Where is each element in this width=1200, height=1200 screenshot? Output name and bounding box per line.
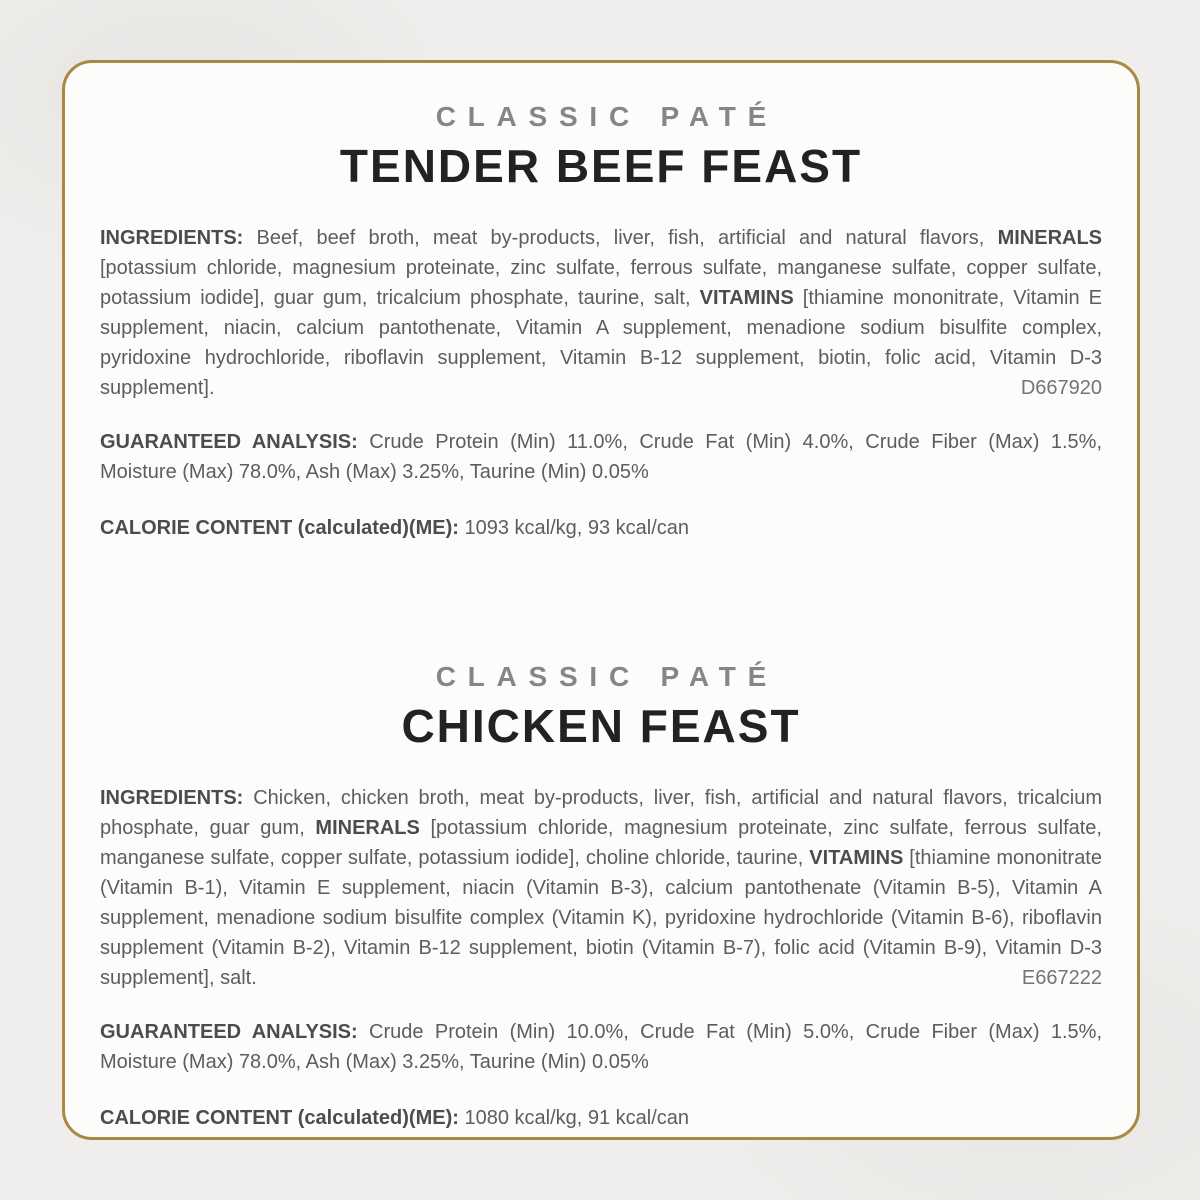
section-chicken-feast xyxy=(100,661,1102,1133)
calorie-content-label: CALORIE CONTENT (calculated)(ME): xyxy=(100,517,465,539)
guaranteed-analysis-label: GUARANTEED ANALYSIS: xyxy=(100,1021,370,1043)
formula-code: D667920 xyxy=(1020,377,1102,399)
ingredients-text-1: Beef, beef broth, meat by-products, liver, fish, artificial and natural flavors, xyxy=(256,227,998,249)
formula-code: E667222 xyxy=(1021,967,1102,989)
ingredients-label: INGREDIENTS: xyxy=(100,227,257,249)
vitamins-label: VITAMINS xyxy=(699,287,794,309)
label-content xyxy=(65,101,1137,1133)
ingredients-text-3: [thiamine mononitrate (Vitamin B-1), Vitamin E supplement, niacin (Vitamin B-3), calcium pantothenate (Vitamin B-5), Vitamin A supplement, menadione sodium bisulfite complex (Vitamin K), pyridoxine hydrochloride (Vitamin B-6), riboflavin supplement (Vitamin B-2), Vitamin B-12 supplement, biotin (Vitamin B-7), folic acid (Vitamin B-9), Vitamin D-3 supplement], salt. xyxy=(100,847,1102,989)
vitamins-label: VITAMINS xyxy=(809,847,904,869)
calorie-content-label: CALORIE CONTENT (calculated)(ME): xyxy=(100,1107,465,1129)
ingredients-paragraph xyxy=(100,783,1102,993)
ingredients-text-3: [thiamine mononitrate, Vitamin E supplement, niacin, calcium pantothenate, Vitamin A supplement, menadione sodium bisulfite complex, pyridoxine hydrochloride, riboflavin supplement, Vitamin B-12 supplement, biotin, folic acid, Vitamin D-3 supplement]. xyxy=(100,287,1103,399)
guaranteed-analysis-paragraph xyxy=(100,1017,1102,1077)
calorie-content-paragraph xyxy=(100,513,1102,543)
guaranteed-analysis-label: GUARANTEED ANALYSIS: xyxy=(100,431,370,453)
minerals-label: MINERALS xyxy=(315,817,420,839)
calorie-content-text: 1080 kcal/kg, 91 kcal/can xyxy=(464,1107,690,1129)
product-title: CHICKEN FEAST xyxy=(401,700,801,752)
minerals-label: MINERALS xyxy=(997,227,1103,249)
guaranteed-analysis-paragraph xyxy=(100,427,1102,487)
ingredients-text-2: [potassium chloride, magnesium proteinate, zinc sulfate, ferrous sulfate, manganese sulfate, copper sulfate, potassium iodide], choline chloride, taurine, xyxy=(100,817,1102,869)
guaranteed-analysis-text: Crude Protein (Min) 11.0%, Crude Fat (Min) 4.0%, Crude Fiber (Max) 1.5%, Moisture (Max) 78.0%, Ash (Max) 3.25%, Taurine (Min) 0.05% xyxy=(100,431,1103,483)
guaranteed-analysis-text: Crude Protein (Min) 10.0%, Crude Fat (Min) 5.0%, Crude Fiber (Max) 1.5%, Moisture (Max) 78.0%, Ash (Max) 3.25%, Taurine (Min) 0.05% xyxy=(100,1021,1102,1073)
calorie-content-text: 1093 kcal/kg, 93 kcal/can xyxy=(464,517,690,539)
product-title: TENDER BEEF FEAST xyxy=(339,140,863,192)
calorie-content-paragraph xyxy=(100,1103,1102,1133)
category-label: CLASSIC PATÉ xyxy=(435,101,779,132)
section-tender-beef-feast xyxy=(100,101,1102,543)
ingredients-paragraph xyxy=(100,223,1102,403)
product-label-card xyxy=(62,60,1140,1140)
ingredients-text-2: [potassium chloride, magnesium proteinate, zinc sulfate, ferrous sulfate, manganese sulfate, copper sulfate, potassium iodide], guar gum, tricalcium phosphate, taurine, salt, xyxy=(100,257,1102,309)
category-label: CLASSIC PATÉ xyxy=(435,661,779,692)
ingredients-label: INGREDIENTS: xyxy=(100,787,254,809)
ingredients-text-1: Chicken, chicken broth, meat by-products, liver, fish, artificial and natural flavors, tricalcium phosphate, guar gum, xyxy=(100,787,1102,839)
